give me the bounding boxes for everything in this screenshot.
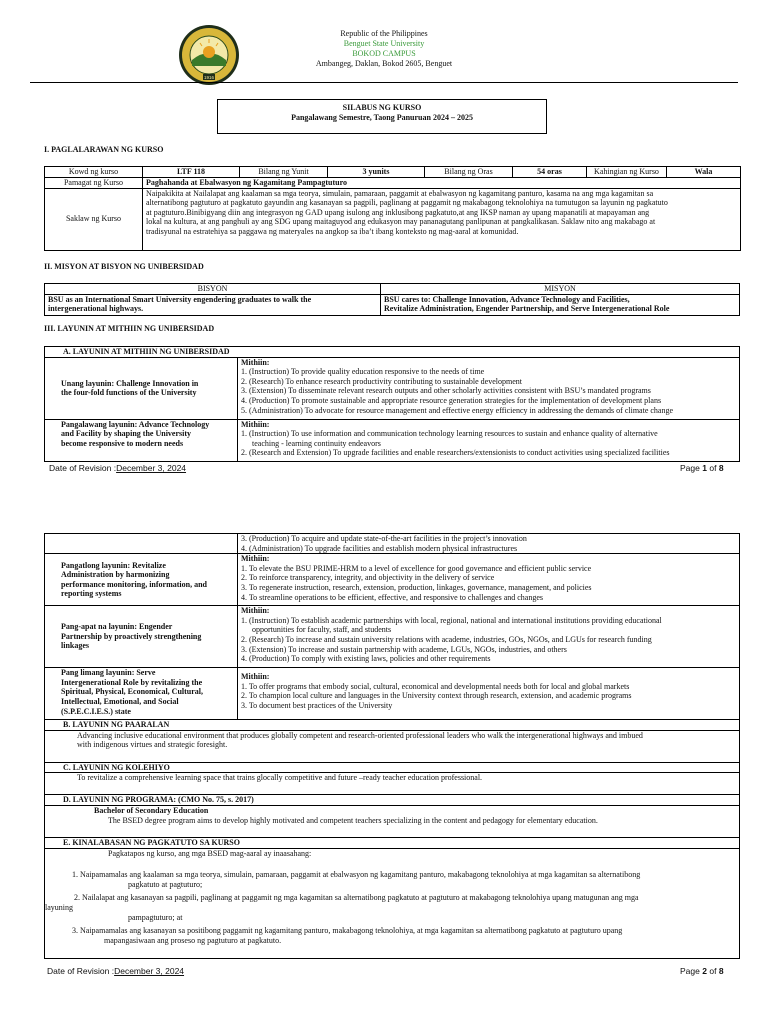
mithiin-item: 1. To offer programs that embody social, cultural, economical and developmental needs both for local and global markets xyxy=(241,681,630,691)
header-university: Benguet State University xyxy=(343,39,425,48)
mithiin-item: 3. To regenerate instruction, research, extension, production, linkages, governance, management, and policies xyxy=(241,582,592,592)
misyon-text xyxy=(381,294,740,315)
page-number: 2 xyxy=(702,966,707,976)
revision-date: December 3, 2024 xyxy=(116,463,187,473)
mithiin-item: 2. (Research and Extension) To upgrade facilities and enable researchers/extensionists to conduct activities using specialized facilities xyxy=(241,448,670,458)
goal5-line: (S.P.E.C.I.E.S.) state xyxy=(61,706,131,716)
mithiin-label: Mithiin: xyxy=(241,357,270,367)
goal1-label xyxy=(45,357,238,419)
goal5-label xyxy=(45,668,238,720)
goal5-line: Spiritual, Physical, Economical, Cultural, xyxy=(61,687,204,697)
outcome-1-cont: pagkatuto at pagtuturo; xyxy=(128,879,203,889)
oras-value: 54 oras xyxy=(513,167,587,178)
mithiin-item: 1. (Instruction) To use information and communication technology learning resources to sustain and enhance quality of alternative xyxy=(241,429,658,439)
page-total: 8 xyxy=(718,966,724,976)
mithiin-label: Mithiin: xyxy=(241,419,270,429)
syllabus-semester: Pangalawang Semestre, Taong Panuruan 2024 – 2025 xyxy=(291,113,473,122)
goal2-mithiin xyxy=(238,419,740,461)
mithiin-item: 2. To champion local culture and languages in the University context through research, extension, and academic programs xyxy=(241,691,632,701)
kowd-value: LTF 118 xyxy=(143,167,240,178)
goal4-line: Pang-apat na layunin: Engender xyxy=(61,622,173,632)
mithiin-item: 1. To elevate the BSU PRIME-HRM to a level of excellence for good governance and efficient public service xyxy=(241,563,592,573)
kahingian-value: Wala xyxy=(667,167,741,178)
outcome-2: 2. Nailalapat ang kasanayan sa pagpili, paglinang at paggamit ng mga kagamitan sa alternatibong pagkatuto at pagtuturo at makabagong teknolohiya upang matugunan ang mga xyxy=(74,893,639,903)
subsection-b-text xyxy=(45,730,740,762)
goals-table-p2 xyxy=(44,533,740,959)
goal3-label xyxy=(45,554,238,606)
saklaw-line: at pagtuturo.Binibigyang diin ang integrasyon ng GAD upang isulong ang inklusibong pagkatuto,at ang IKSP naman ay upang mapanatili at mapayaman ang xyxy=(146,207,650,217)
goal1-mithiin xyxy=(238,357,740,419)
section2-heading: II. MISYON AT BISYON NG UNIBERSIDAD xyxy=(44,262,204,271)
mithiin-item: opportunities for faculty, staff, and students xyxy=(252,625,392,635)
goal2-label xyxy=(45,419,238,461)
subsection-c-text: To revitalize a comprehensive learning space that trains glocally competitive and future –ready teacher education professional. xyxy=(45,773,740,795)
mithiin-item: 3. (Extension) To increase and sustain partnership with academe, LGUs, NGOs, industries, and others xyxy=(241,644,567,654)
page-number: 1 xyxy=(702,463,707,473)
mithiin-item: 5. (Administration) To advocate for resource management and effective energy efficiency in addressing the demands of climate change xyxy=(241,405,674,415)
bisyon-text xyxy=(45,294,381,315)
b-line: Advancing inclusive educational environment that produces globally competent and research-oriented professional leaders who walk the intergenerational highways and imbued xyxy=(77,730,643,740)
goal4-line: Partnership by proactively strengthening xyxy=(61,631,202,641)
yunit-label: Bilang ng Yunit xyxy=(240,167,328,178)
goal2-line: and Facility by shaping the University xyxy=(61,429,192,439)
mithiin-item: 1. (Instruction) To establish academic partnerships with local, regional, national and international institutions providing educational xyxy=(241,615,662,625)
goal5-line: Pang limang layunin: Serve xyxy=(61,668,156,678)
vision-mission-table xyxy=(44,283,740,316)
header-address: Ambangeg, Daklan, Bokod 2605, Benguet xyxy=(315,59,453,68)
goals-table-p1 xyxy=(44,346,740,462)
goal2-continued xyxy=(238,534,740,554)
goal3-line: performance monitoring, information, and xyxy=(61,579,207,589)
of-label: of xyxy=(709,966,717,976)
header-republic: Republic of the Philippines xyxy=(340,29,428,38)
outcome-3: 3. Naipamamalas ang kasanayan sa positibong paggamit ng kagamitang panturo, makabagong teknolohiya, at mga kagamitan sa alternatibong pagkatuto at pagtuturo upang xyxy=(72,926,623,936)
outcome-3-cont: mapangasiwaan ang proseso ng pagtuturo at pagkatuto. xyxy=(104,935,282,945)
saklaw-line: lokal na kultura, at ang panghuli ay ang SDG upang maitaguyod ang edukasyon may pananagutang panlipunan at pangkalikasan. Saklaw nito ang makabago at xyxy=(146,217,656,227)
e-intro: Pagkatapos ng kurso, ang mga BSED mag-aaral ay inaasahang: xyxy=(108,848,312,858)
mithiin-item: 4. To streamline operations to be efficient, effective, and responsive to challenges and changes xyxy=(241,592,544,602)
section1-heading: I. PAGLALARAWAN NG KURSO xyxy=(44,145,164,154)
page-total: 8 xyxy=(718,463,724,473)
goal4-mithiin xyxy=(238,606,740,668)
subsection-c-heading: C. LAYUNIN NG KOLEHIYO xyxy=(45,762,740,773)
course-description-table xyxy=(44,166,741,251)
subsection-a-heading: A. LAYUNIN AT MITHIIN NG UNIBERSIDAD xyxy=(45,347,740,358)
footer-page-p1 xyxy=(680,463,724,473)
misyon-line: Revitalize Administration, Engender Partnership, and Serve Intergenerational Role xyxy=(384,304,670,314)
subsection-d-text xyxy=(45,805,740,837)
subsection-b-heading: B. LAYUNIN NG PAARALAN xyxy=(45,720,740,731)
mithiin-item: 4. (Production) To promote sustainable and appropriate resource generation strategies for the implementation of development plans xyxy=(241,395,662,405)
mithiin-label: Mithiin: xyxy=(241,554,270,564)
revision-label: Date of Revision : xyxy=(49,463,117,473)
page-label: Page xyxy=(680,463,700,473)
goal3-line: Pangatlong layunin: Revitalize xyxy=(61,560,166,570)
oras-label: Bilang ng Oras xyxy=(425,167,513,178)
goal2-line: Pangalawang layunin: Advance Technology xyxy=(61,419,210,429)
mithiin-item: 1. (Instruction) To provide quality education responsive to the needs of time xyxy=(241,367,485,377)
goal4-label xyxy=(45,606,238,668)
mithiin-item: 2. To reinforce transparency, integrity, and objectivity in the delivery of service xyxy=(241,573,495,583)
goal4-line: linkages xyxy=(61,641,90,651)
bisyon-line: intergenerational highways. xyxy=(48,304,144,314)
pamagat-label: Pamagat ng Kurso xyxy=(45,178,143,189)
footer-revision-p1 xyxy=(49,463,186,473)
mithiin-item: 2. (Research) To enhance research productivity contributing to sustainable development xyxy=(241,376,522,386)
revision-label: Date of Revision : xyxy=(47,966,115,976)
goal2-line: become responsive to modern needs xyxy=(61,438,184,448)
goal5-mithiin xyxy=(238,668,740,720)
saklaw-line: tradisyunal na estratehiya sa paggawa ng materyales na angkop sa iba’t ibang konteksto ng mag-aaral at komunidad. xyxy=(146,226,519,236)
mithiin-item: 3. (Production) To acquire and update state-of-the-art facilities in the project’s innovation xyxy=(241,534,527,543)
page-label: Page xyxy=(680,966,700,976)
goal5-line: Intellectual, Emotional, and Social xyxy=(61,696,179,706)
goal3-line: Administration by harmonizing xyxy=(61,570,170,580)
misyon-line: BSU cares to: Challenge Innovation, Advance Technology and Facilities, xyxy=(384,294,630,304)
header-campus: BOKOD CAMPUS xyxy=(352,49,416,58)
program-title: Bachelor of Secondary Education xyxy=(94,805,209,815)
syllabus-title: SILABUS NG KURSO xyxy=(342,103,422,112)
bisyon-line: BSU as an International Smart University engendering graduates to walk the xyxy=(48,294,312,304)
mithiin-item: 3. To document best practices of the University xyxy=(241,700,393,710)
kowd-label: Kowd ng kurso xyxy=(45,167,143,178)
b-line: with indigenous virtues and strategic foresight. xyxy=(77,740,228,750)
of-label: of xyxy=(709,463,717,473)
outcome-1: 1. Naipamamalas ang kaalaman sa mga teorya, simulain, pamaraan, paggamit at ebalwasyon ng kagamitang panturo, makabagong teknolohiya at mga kagamitan sa alternatibong xyxy=(72,870,641,880)
section3-heading: III. LAYUNIN AT MITHIIN NG UNIBERSIDAD xyxy=(44,324,215,333)
subsection-d-heading: D. LAYUNIN NG PROGRAMA: (CMO No. 75, s. 2017) xyxy=(45,795,740,806)
header-divider xyxy=(30,82,738,83)
mithiin-label: Mithiin: xyxy=(241,606,270,616)
kahingian-label: Kahingian ng Kurso xyxy=(587,167,667,178)
yunit-value: 3 yunits xyxy=(328,167,425,178)
footer-page-p2 xyxy=(680,966,724,976)
header-block xyxy=(280,29,488,69)
saklaw-line: Naipakikita at Nailalapat ang kaalaman sa mga teorya, simulain, pamaraan, paggamit at ebalwasyon ng kagamitang panturo, kasama na ang mga kagamitan sa xyxy=(146,188,654,198)
mithiin-item: 3. (Extension) To disseminate relevant research outputs and other scholarly activities consistent with BSU’s mandated programs xyxy=(241,386,651,396)
subsection-e-text xyxy=(45,848,740,958)
goal1-line: Unang layunin: Challenge Innovation in xyxy=(61,378,199,388)
program-text: The BSED degree program aims to develop highly motivated and competent teachers specializing in the content and pedagogy for elementary education. xyxy=(108,815,598,825)
saklaw-label: Saklaw ng Kurso xyxy=(45,188,143,250)
subsection-e-heading: E. KINALABASAN NG PAGKATUTO SA KURSO xyxy=(45,837,740,848)
mithiin-item: teaching - learning continuity endeavors xyxy=(252,438,381,448)
goal1-line: the four-fold functions of the University xyxy=(61,388,197,398)
footer-revision-p2 xyxy=(47,966,184,976)
saklaw-text xyxy=(143,188,741,250)
goal5-line: Intergenerational Role by revitalizing the xyxy=(61,677,203,687)
revision-date: December 3, 2024 xyxy=(114,966,185,976)
mithiin-label: Mithiin: xyxy=(241,672,270,682)
goal3-line: reporting systems xyxy=(61,589,122,599)
university-seal xyxy=(178,24,240,86)
outcome-2-cont2: pampagtuturo; at xyxy=(128,912,183,922)
goal3-mithiin xyxy=(238,554,740,606)
svg-text:1916: 1916 xyxy=(203,75,215,80)
mithiin-item: 2. (Research) To increase and sustain university relations with academe, industries, GOs, NGOs, and LGUs for research funding xyxy=(241,634,652,644)
bisyon-header: BISYON xyxy=(45,284,381,295)
goal2-continued-label xyxy=(45,534,238,554)
pamagat-value: Paghahanda at Ebalwasyon ng Kagamitang Pampagtuturo xyxy=(143,178,741,189)
saklaw-line: alternatibong pagtuturo at pagkatuto gayundin ang kasanayan sa pagpili, paglinang at paggamit ng makabagong teknolohiya na tumutugon sa layunin ng pagkatuto xyxy=(146,198,668,208)
mithiin-item: 4. (Administration) To upgrade facilities and establish modern physical infrastructures xyxy=(241,543,518,553)
misyon-header: MISYON xyxy=(381,284,740,295)
syllabus-title-box xyxy=(217,99,547,134)
outcome-2-cont: layuning xyxy=(45,902,73,912)
mithiin-item: 4. (Production) To comply with existing laws, policies and other requirements xyxy=(241,654,491,664)
